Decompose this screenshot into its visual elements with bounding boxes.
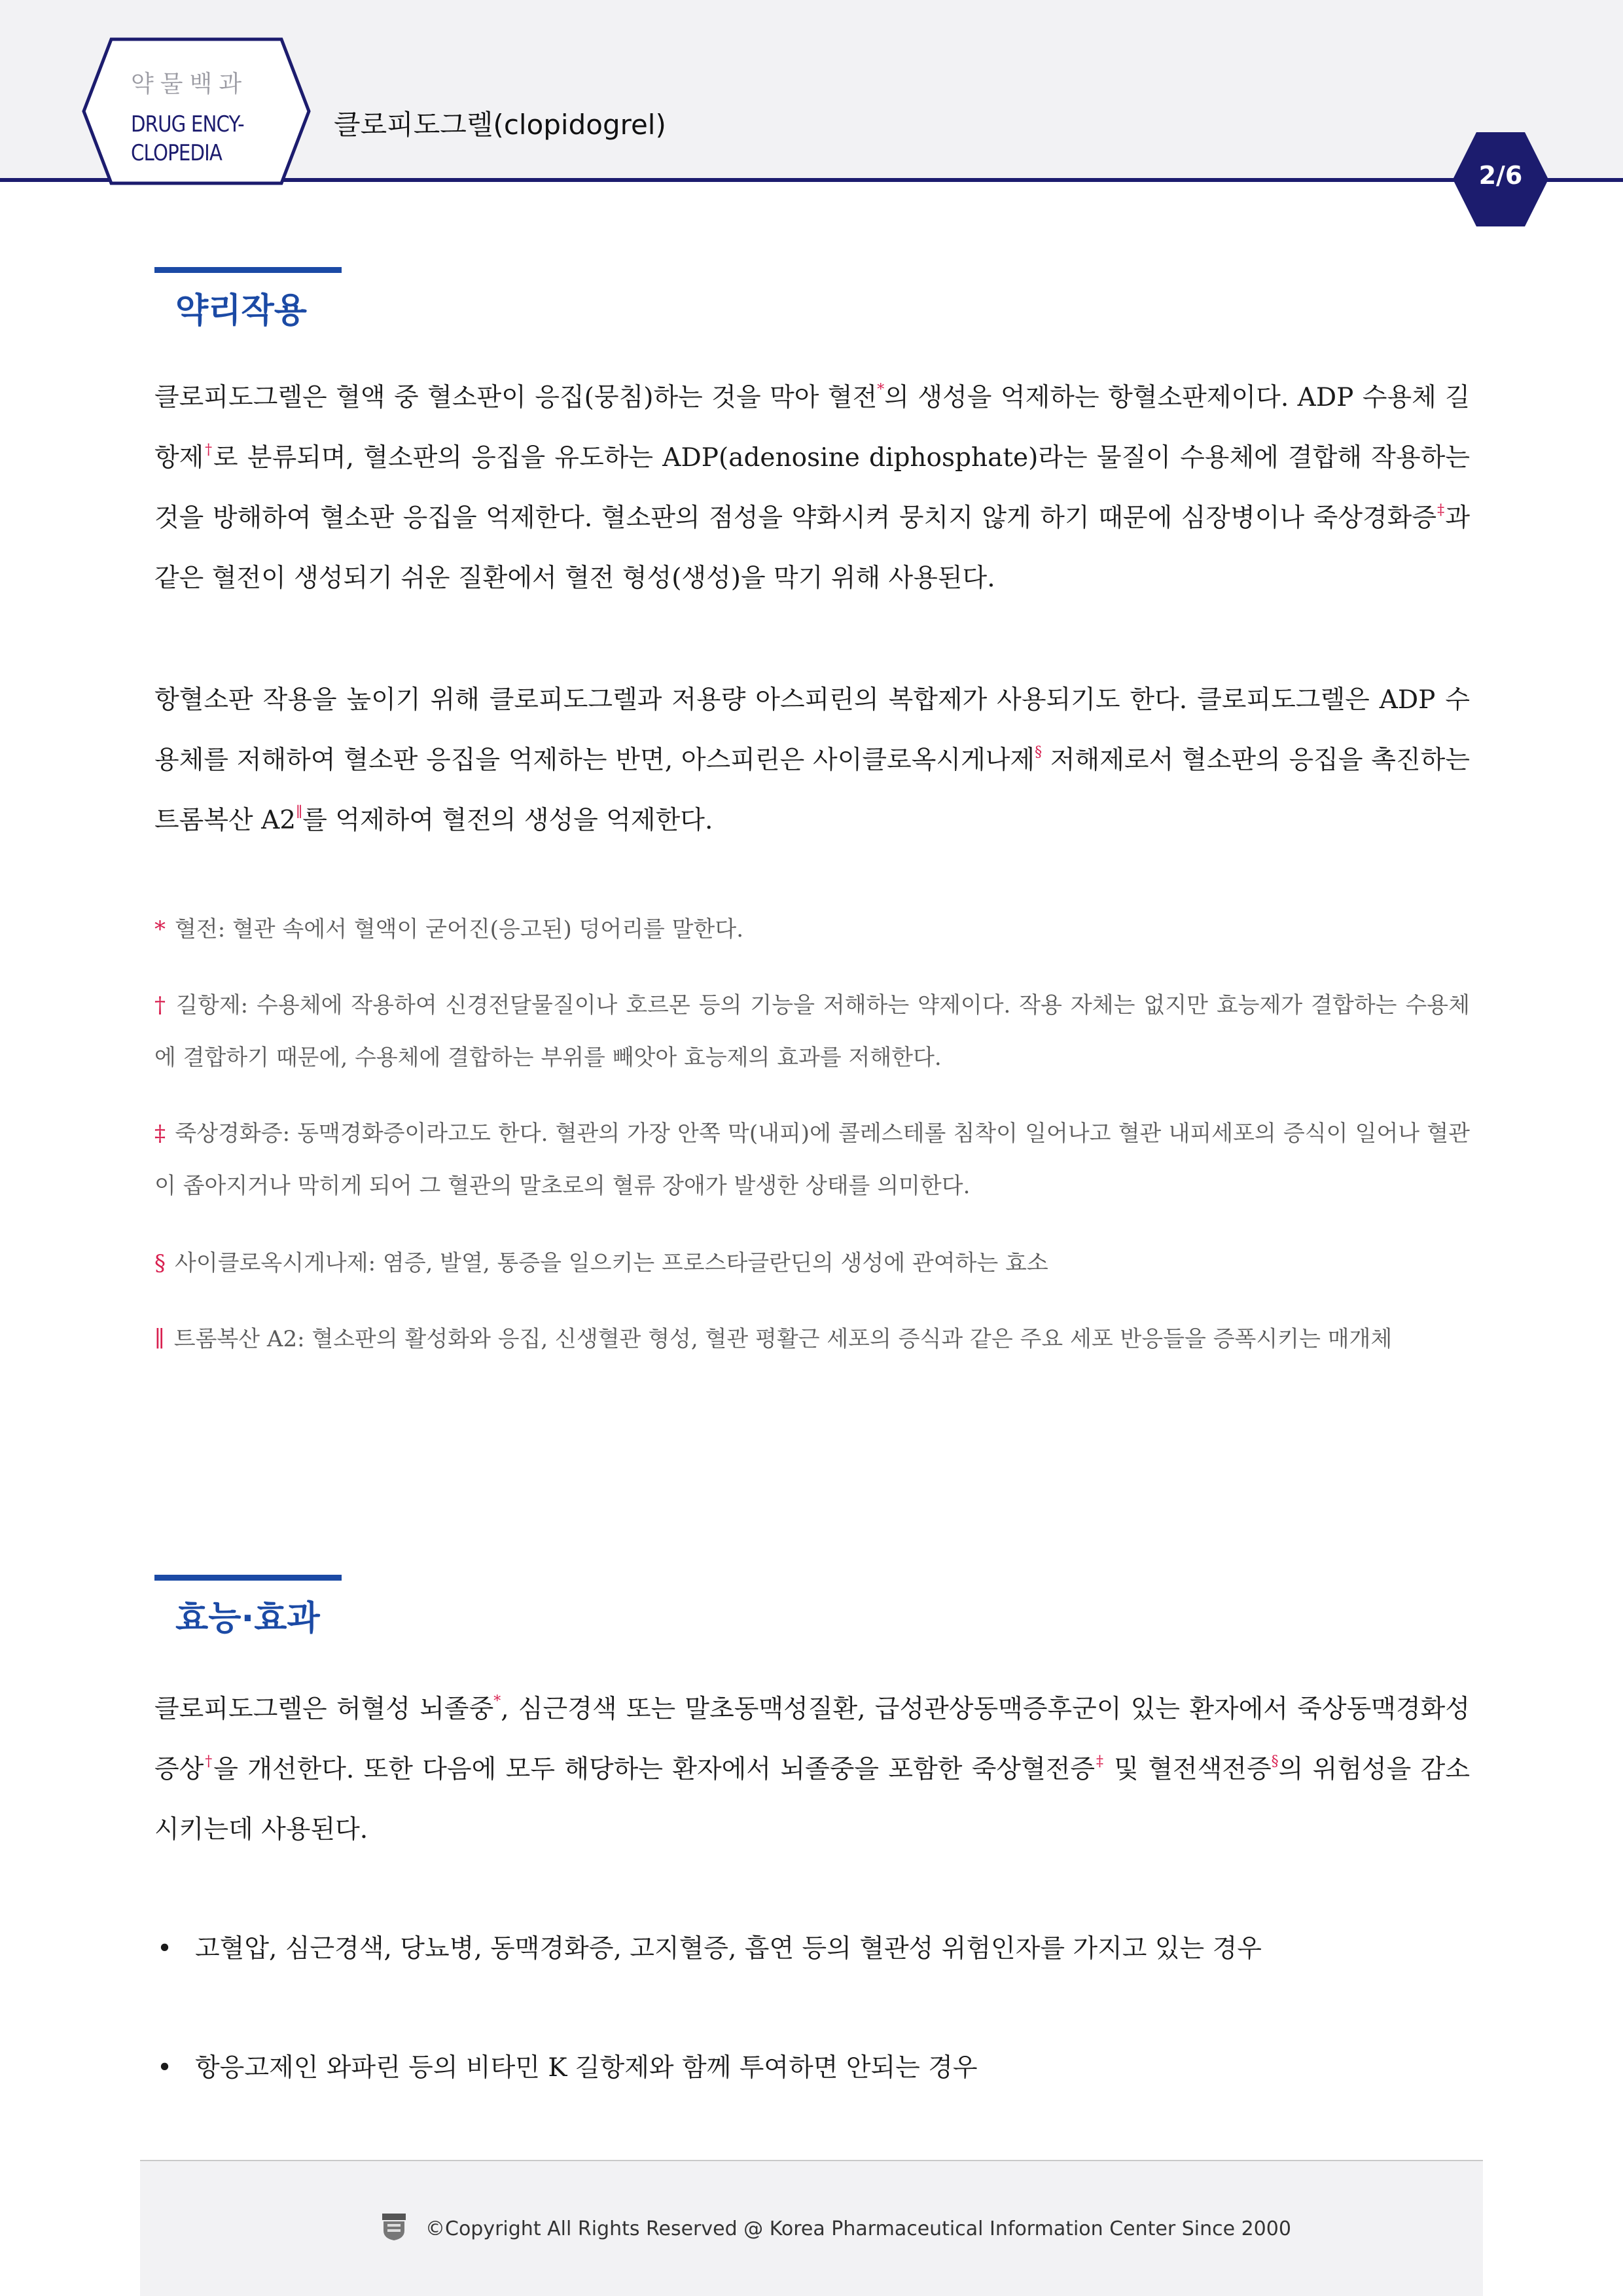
text: 클로피도그렐은 혈액 중 혈소판이 응집(뭉침)하는 것을 막아 혈전 [154, 383, 878, 412]
pharmacology-paragraph-1 [154, 368, 1470, 609]
text: 과 같은 혈전이 생성되기 쉬운 질환에서 혈전 형성(생성)을 막기 위해 사용된다. [154, 503, 1470, 593]
text: 저해제로서 혈소판의 응집을 촉진하는 트롬복산 A2 [154, 745, 1470, 835]
footnote-mark: † [204, 1753, 214, 1770]
footnote-mark: § [1035, 744, 1043, 761]
footnote-1 [154, 903, 1470, 956]
logo-english [131, 110, 277, 168]
pharmacology-paragraph-2 [154, 670, 1470, 851]
logo-english-line1: DRUG ENCY- [131, 111, 244, 137]
footnote-5 [154, 1313, 1470, 1365]
footnote-text: 죽상경화증: 동맥경화증이라고도 한다. 혈관의 가장 안쪽 막(내피)에 콜레스테롤 침착이 일어나고 혈관 내피세포의 증식이 일어나 혈관이 좁아지거나 막히게 되어 그 혈관의 말초로의 혈류 장애가 발생한 상태를 의미한다. [154, 1121, 1471, 1199]
text: 의 생성을 억제하는 항혈소판제이다. ADP 수용체 길항제 [154, 383, 1471, 473]
list-item [157, 1929, 1466, 1969]
text: , 심근경색 또는 말초동맥성질환, 급성관상동맥증후군이 있는 환자에서 죽상동맥경화성 증상 [154, 1695, 1470, 1784]
logo-english-line2: CLOPEDIA [131, 140, 223, 166]
page-number-badge [1452, 131, 1550, 228]
efficacy-paragraph [154, 1679, 1470, 1860]
text: 클로피도그렐은 허혈성 뇌졸중 [154, 1695, 494, 1724]
text: 을 개선한다. 또한 다음에 모두 해당하는 환자에서 뇌졸중을 포함한 죽상혈전증 [213, 1755, 1096, 1784]
bullet-icon: • [157, 1934, 173, 1964]
section-title-pharmacology: 약리작용 [175, 291, 307, 331]
footnote-4 [154, 1237, 1470, 1289]
text: 를 억제하여 혈전의 생성을 억제한다. [302, 806, 713, 835]
copyright-text: ©Copyright All Rights Reserved @ Korea Pharmaceutical Information Center Since 2000 [425, 2217, 1291, 2240]
footnote-text: 혈전: 혈관 속에서 혈액이 굳어진(응고된) 덩어리를 말한다. [175, 916, 744, 942]
footnote-text: 사이클로옥시게나제: 염증, 발열, 통증을 일으키는 프로스타글란딘의 생성에 관여하는 효소 [175, 1250, 1048, 1276]
footnote-mark: ‡ [1436, 502, 1446, 518]
section-bar-pharmacology [154, 267, 342, 273]
footnote-marker: * [154, 916, 166, 942]
footnote-mark: * [493, 1693, 501, 1710]
footnote-marker: ‡ [154, 1121, 166, 1147]
footnote-3 [154, 1107, 1470, 1212]
page-title: 클로피도그렐(clopidogrel) [334, 109, 666, 141]
footnote-mark: † [204, 442, 214, 458]
list-item-text: 항응고제인 와파린 등의 비타민 K 길항제와 함께 투여하면 안되는 경우 [195, 2053, 978, 2083]
footnote-text: 트롬복산 A2: 혈소판의 활성화와 응집, 신생혈관 형성, 혈관 평활근 세포의 증식과 같은 주요 세포 반응들을 증폭시키는 매개체 [173, 1326, 1393, 1352]
text: 로 분류되며, 혈소판의 응집을 유도하는 ADP(adenosine diphosphate)라는 물질이 수용체에 결합해 작용하는 것을 방해하여 혈소판 응집을 억제한다. 혈소판의 점성을 약화시켜 뭉치지 않게 하기 때문에 심장병이나 죽상경화증 [154, 443, 1470, 533]
page-number: 2/6 [1478, 161, 1523, 190]
section-bar-efficacy [154, 1575, 342, 1581]
section-title-efficacy: 효능·효과 [175, 1599, 320, 1638]
footnote-marker: § [154, 1250, 166, 1276]
footnote-mark: § [1271, 1753, 1279, 1770]
bullet-icon: • [157, 2053, 173, 2083]
footnote-2 [154, 979, 1470, 1084]
list-item-text: 고혈압, 심근경색, 당뇨병, 동맥경화증, 고지혈증, 흡연 등의 혈관성 위험인자를 가지고 있는 경우 [195, 1934, 1262, 1964]
text: 항혈소판 작용을 높이기 위해 클로피도그렐과 저용량 아스피린의 복합제가 사용되기도 한다. 클로피도그렐은 ADP 수용체를 저해하여 혈소판 응집을 억제하는 반면, 아스피린은 사이클로옥시게나제 [154, 685, 1470, 775]
footnote-text: 길항제: 수용체에 작용하여 신경전달물질이나 호르몬 등의 기능을 저해하는 약제이다. 작용 자체는 없지만 효능제가 결합하는 수용체에 결합하기 때문에, 수용체에 결합하는 부위를 빼앗아 효능제의 효과를 저해한다. [154, 992, 1470, 1071]
footnote-mark: ∥ [296, 804, 303, 821]
footnote-marker: ∥ [154, 1326, 165, 1352]
emblem-icon [381, 2212, 407, 2241]
logo-korean: 약물백과 [131, 71, 249, 98]
text: 및 혈전색전증 [1104, 1755, 1272, 1784]
list-item [157, 2049, 1466, 2088]
footnote-marker: † [154, 992, 168, 1018]
footnote-mark: ‡ [1095, 1753, 1105, 1770]
footnote-mark: * [877, 382, 885, 398]
text: 의 위험성을 감소시키는데 사용된다. [154, 1755, 1471, 1844]
